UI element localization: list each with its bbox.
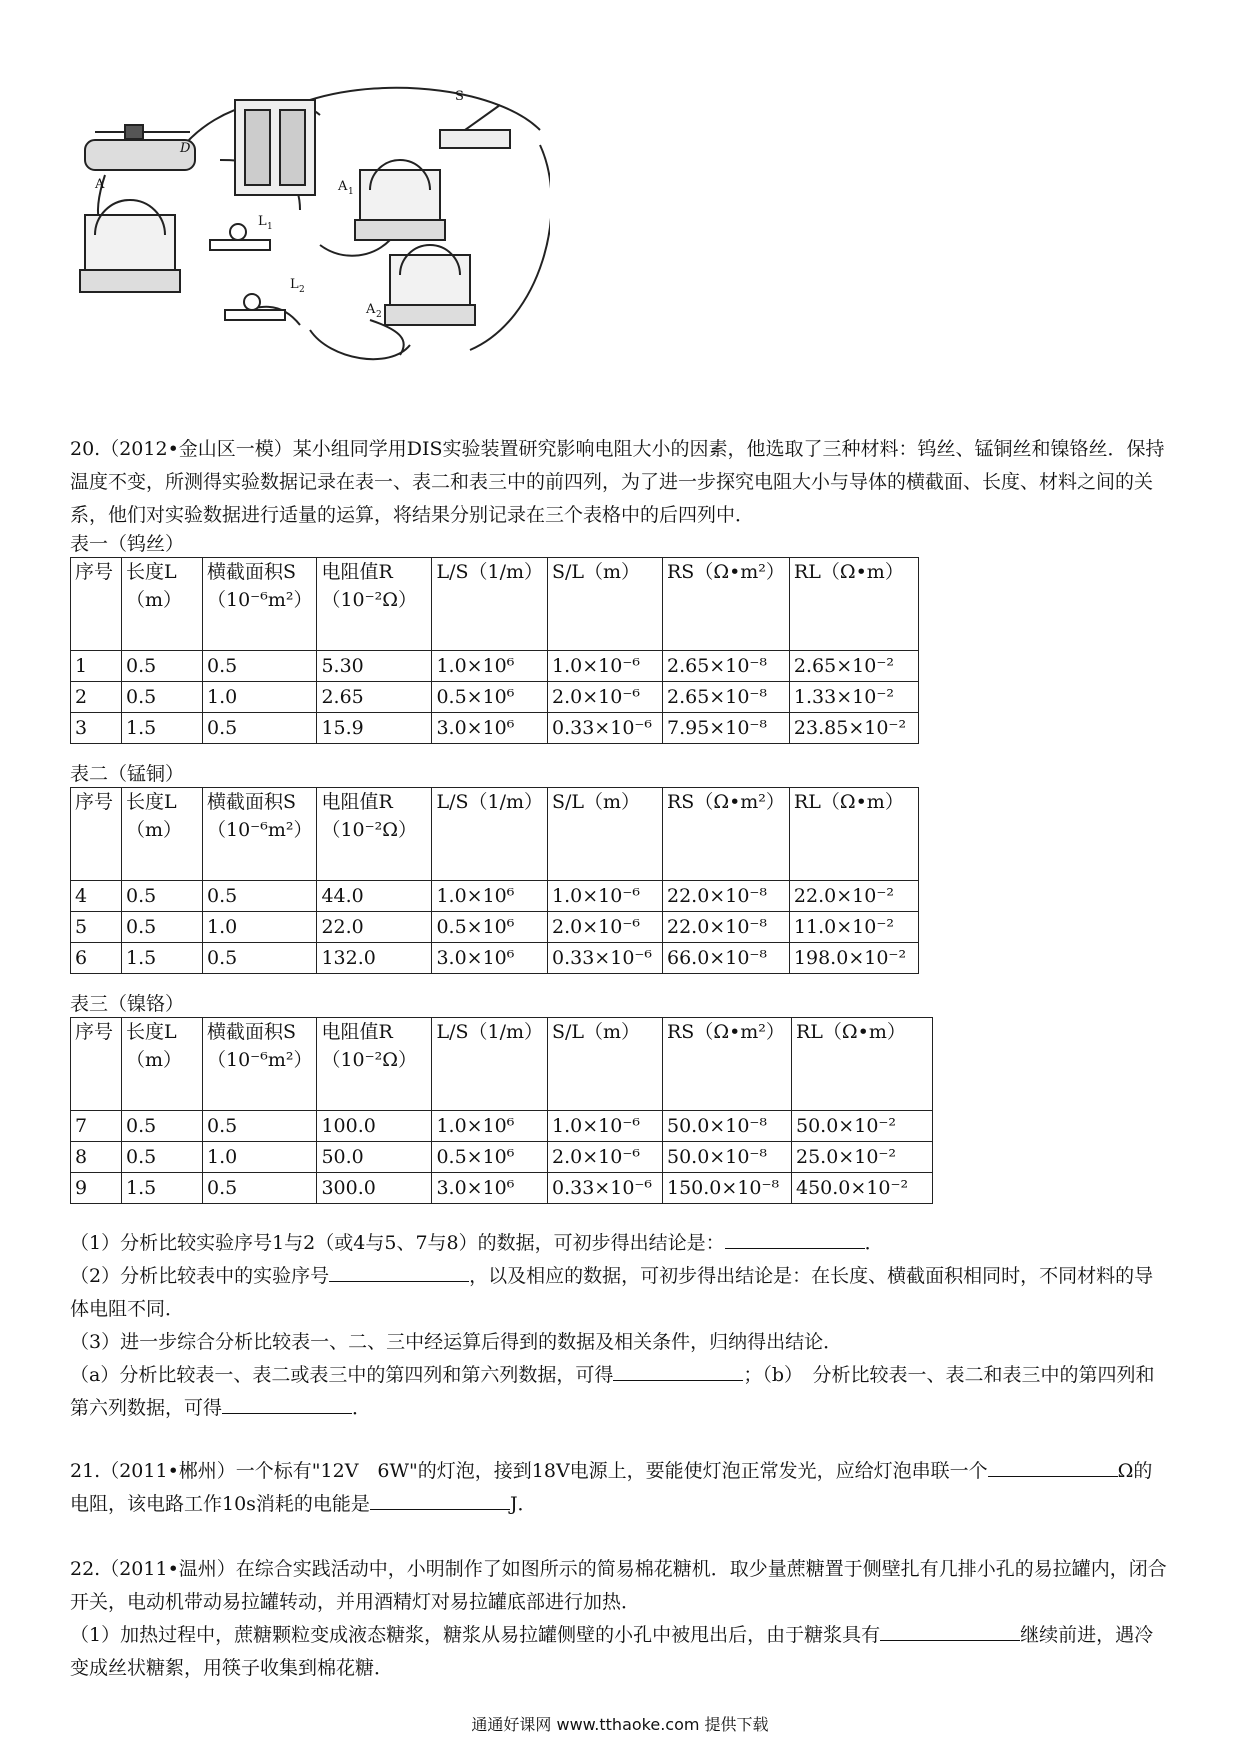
- table1-caption: 表一（钨丝）: [70, 533, 185, 555]
- page-footer: 通通好课网 www.tthaoke.com 提供下载: [471, 1715, 769, 1734]
- cell: 1: [71, 651, 122, 682]
- cell: 50.0×10⁻⁸: [663, 1111, 792, 1142]
- cell: 0.5×10⁶: [432, 682, 548, 713]
- cell: 3.0×10⁶: [432, 943, 548, 974]
- header-cell: S/L（m）: [548, 788, 663, 881]
- cell: 50.0: [317, 1142, 432, 1173]
- cell: 7.95×10⁻⁸: [663, 713, 790, 744]
- q20-part2-text-b: ，以及相应的数据，可初步得出结论是：在长度、横截面积相同时，不同材料的导体电阻不同．: [70, 1265, 1154, 1320]
- label-a2: A: [366, 302, 376, 317]
- cell: 25.0×10⁻²: [792, 1142, 933, 1173]
- label-l1: L: [258, 214, 267, 229]
- cell: 0.5: [203, 713, 317, 744]
- q22-intro: 22.（2011•温州）在综合实践活动中，小明制作了如图所示的简易棉花糖机．取少量蔗糖置于侧壁扎有几排小孔的易拉罐内，闭合开关，电动机带动易拉罐转动，并用酒精灯对易拉罐底部进行加热．: [70, 1558, 1167, 1613]
- header-cell: S/L（m）: [548, 1018, 663, 1111]
- header-cell: RL（Ω•m）: [789, 558, 918, 651]
- header-cell: RL（Ω•m）: [789, 788, 918, 881]
- cell: 1.0×10⁶: [432, 881, 548, 912]
- q20-intro: 20.（2012•金山区一模）某小组同学用DIS实验装置研究影响电阻大小的因素，他选取了三种材料：钨丝、锰铜丝和镍铬丝．保持温度不变，所测得实验数据记录在表一、表二和表三中的前四列，为了进一步探究电阻大小与导体的横截面、长度、材料之间的关系，他们对实验数据进行适量的运算，将结果分别记录在三个表格中的后四列中．: [70, 438, 1165, 526]
- q20-part3a: [70, 1359, 1170, 1425]
- header-cell: 横截面积S（10⁻⁶m²）: [203, 1018, 317, 1111]
- header-cell: 长度L（m）: [122, 558, 203, 651]
- cell: 8: [71, 1142, 122, 1173]
- cell: 22.0×10⁻²: [789, 881, 918, 912]
- table-row: [71, 881, 919, 912]
- q20-part2-text-a: （2）分析比较表中的实验序号: [70, 1265, 330, 1287]
- cell: 1.0×10⁶: [432, 651, 548, 682]
- header-cell: 横截面积S（10⁻⁶m²）: [203, 558, 317, 651]
- header-cell: 电阻值R（10⁻²Ω）: [317, 558, 432, 651]
- q20-part1-text: （1）分析比较实验序号1与2（或4与5、7与8）的数据，可初步得出结论是：: [70, 1232, 725, 1254]
- cell: 5: [71, 912, 122, 943]
- header-cell: S/L（m）: [548, 558, 663, 651]
- cell: 0.33×10⁻⁶: [548, 943, 663, 974]
- label-a: A: [95, 177, 105, 192]
- cell: 1.33×10⁻²: [789, 682, 918, 713]
- cell: 0.5: [203, 651, 317, 682]
- cell: 1.5: [122, 943, 203, 974]
- table-row: [71, 651, 919, 682]
- cell: 3.0×10⁶: [432, 713, 548, 744]
- q21-text-c: J．: [509, 1493, 537, 1515]
- cell: 2.65: [317, 682, 432, 713]
- answer-blank[interactable]: [329, 1263, 469, 1282]
- cell: 3.0×10⁶: [432, 1173, 548, 1204]
- label-l2: L: [290, 277, 299, 292]
- cell: 0.5×10⁶: [432, 1142, 548, 1173]
- cell: 1.0×10⁶: [432, 1111, 548, 1142]
- voltmeter: [80, 200, 180, 292]
- q22-part1: [70, 1619, 1170, 1685]
- cell: 66.0×10⁻⁸: [663, 943, 790, 974]
- table-row: [71, 912, 919, 943]
- cell: 2.65×10⁻⁸: [663, 651, 790, 682]
- header-cell: 序号: [71, 788, 122, 881]
- ammeter-a2: [385, 245, 475, 325]
- header-cell: L/S（1/m）: [432, 1018, 548, 1111]
- cell: 22.0×10⁻⁸: [663, 912, 790, 943]
- cell: 1.5: [122, 1173, 203, 1204]
- answer-blank[interactable]: [613, 1362, 743, 1381]
- cell: 0.5: [122, 912, 203, 943]
- cell: 0.5: [122, 1142, 203, 1173]
- table3-caption: 表三（镍铬）: [70, 993, 185, 1015]
- q20-part1: [70, 1227, 1170, 1260]
- cell: 0.33×10⁻⁶: [548, 1173, 663, 1204]
- q21-text-a: 21.（2011•郴州）一个标有"12V 6W"的灯泡，接到18V电源上，要能使灯泡正常发光，应给灯泡串联一个: [70, 1460, 988, 1482]
- cell: 15.9: [317, 713, 432, 744]
- header-cell: 序号: [71, 558, 122, 651]
- cell: 7: [71, 1111, 122, 1142]
- cell: 1.0: [203, 682, 317, 713]
- answer-blank[interactable]: [988, 1458, 1118, 1477]
- cell: 0.5: [203, 943, 317, 974]
- cell: 22.0×10⁻⁸: [663, 881, 790, 912]
- cell: 5.30: [317, 651, 432, 682]
- q22-part1-text-b: 继续前进，遇冷变成丝状糖絮，用筷子收集到棉花糖．: [70, 1624, 1154, 1679]
- cell: 198.0×10⁻²: [789, 943, 918, 974]
- header-cell: 长度L（m）: [122, 1018, 203, 1111]
- answer-blank[interactable]: [880, 1622, 1020, 1641]
- header-cell: 电阻值R（10⁻²Ω）: [317, 1018, 432, 1111]
- circuit-diagram: [70, 70, 550, 395]
- cell: 9: [71, 1173, 122, 1204]
- label-a1-sub: 1: [348, 187, 354, 197]
- cell: 300.0: [317, 1173, 432, 1204]
- q20-part2: [70, 1260, 1170, 1326]
- answer-blank[interactable]: [725, 1230, 865, 1249]
- answer-blank[interactable]: [222, 1395, 352, 1414]
- cell: 0.5: [122, 881, 203, 912]
- cell: 150.0×10⁻⁸: [663, 1173, 792, 1204]
- table-header-row: [71, 788, 919, 881]
- label-d: D: [180, 141, 191, 156]
- cell: 0.33×10⁻⁶: [548, 713, 663, 744]
- label-l1-sub: 1: [267, 222, 273, 232]
- header-cell: 序号: [71, 1018, 122, 1111]
- cell: 3: [71, 713, 122, 744]
- rheostat: [85, 125, 195, 170]
- table1: [70, 557, 919, 744]
- cell: 44.0: [317, 881, 432, 912]
- cell: 450.0×10⁻²: [792, 1173, 933, 1204]
- q21: [70, 1455, 1170, 1521]
- cell: 0.5: [203, 881, 317, 912]
- table-header-row: [71, 558, 919, 651]
- cell: 4: [71, 881, 122, 912]
- cell: 0.5: [203, 1111, 317, 1142]
- label-s: S: [455, 89, 464, 104]
- header-cell: L/S（1/m）: [432, 788, 548, 881]
- cell: 0.5: [122, 682, 203, 713]
- cell: 100.0: [317, 1111, 432, 1142]
- cell: 1.0×10⁻⁶: [548, 881, 663, 912]
- table-row: [71, 943, 919, 974]
- header-cell: 横截面积S（10⁻⁶m²）: [203, 788, 317, 881]
- cell: 22.0: [317, 912, 432, 943]
- label-l2-sub: 2: [299, 285, 305, 295]
- table-row: [71, 682, 919, 713]
- cell: 1.0×10⁻⁶: [548, 651, 663, 682]
- cell: 0.5: [122, 651, 203, 682]
- battery: [235, 100, 315, 195]
- table-row: [71, 713, 919, 744]
- cell: 1.0: [203, 912, 317, 943]
- table-header-row: [71, 1018, 933, 1111]
- q20-part3a-end: ．: [352, 1397, 372, 1419]
- header-cell: RS（Ω•m²）: [663, 788, 790, 881]
- q20-part3a-text-b: ；（b） 分析比较表一、表二和表三中的第四列和第六列数据，可得: [70, 1364, 1155, 1419]
- switch: [440, 105, 510, 148]
- cell: 23.85×10⁻²: [789, 713, 918, 744]
- q20-part1-end: ．: [864, 1232, 884, 1254]
- header-cell: RL（Ω•m）: [792, 1018, 933, 1111]
- cell: 0.5×10⁶: [432, 912, 548, 943]
- cell: 2.0×10⁻⁶: [548, 1142, 663, 1173]
- header-cell: RS（Ω•m²）: [663, 1018, 792, 1111]
- q20-part3: （3）进一步综合分析比较表一、二、三中经运算后得到的数据及相关条件，归纳得出结论．: [70, 1331, 843, 1353]
- answer-blank[interactable]: [370, 1491, 510, 1510]
- table2: [70, 787, 919, 974]
- label-a1: A: [338, 179, 348, 194]
- cell: 50.0×10⁻²: [792, 1111, 933, 1142]
- cell: 2.0×10⁻⁶: [548, 912, 663, 943]
- q20-part3a-text-a: （a）分析比较表一、表二或表三中的第四列和第六列数据，可得: [70, 1364, 614, 1386]
- table-row: [71, 1173, 933, 1204]
- cell: 2.65×10⁻²: [789, 651, 918, 682]
- cell: 50.0×10⁻⁸: [663, 1142, 792, 1173]
- cell: 132.0: [317, 943, 432, 974]
- label-a2-sub: 2: [376, 310, 382, 320]
- header-cell: L/S（1/m）: [432, 558, 548, 651]
- cell: 2: [71, 682, 122, 713]
- q21-text-b: Ω的电阻，该电路工作10s消耗的电能是: [70, 1460, 1153, 1515]
- header-cell: 长度L（m）: [122, 788, 203, 881]
- ammeter-a1: [355, 160, 445, 240]
- q22-part1-text-a: （1）加热过程中，蔗糖颗粒变成液态糖浆，糖浆从易拉罐侧壁的小孔中被甩出后，由于糖浆具有: [70, 1624, 881, 1646]
- cell: 0.5: [203, 1173, 317, 1204]
- cell: 2.65×10⁻⁸: [663, 682, 790, 713]
- cell: 1.0: [203, 1142, 317, 1173]
- cell: 0.5: [122, 1111, 203, 1142]
- table-row: [71, 1142, 933, 1173]
- cell: 1.0×10⁻⁶: [548, 1111, 663, 1142]
- cell: 6: [71, 943, 122, 974]
- table2-caption: 表二（锰铜）: [70, 763, 185, 785]
- header-cell: 电阻值R（10⁻²Ω）: [317, 788, 432, 881]
- cell: 1.5: [122, 713, 203, 744]
- header-cell: RS（Ω•m²）: [663, 558, 790, 651]
- table3: [70, 1017, 933, 1204]
- table-row: [71, 1111, 933, 1142]
- cell: 11.0×10⁻²: [789, 912, 918, 943]
- cell: 2.0×10⁻⁶: [548, 682, 663, 713]
